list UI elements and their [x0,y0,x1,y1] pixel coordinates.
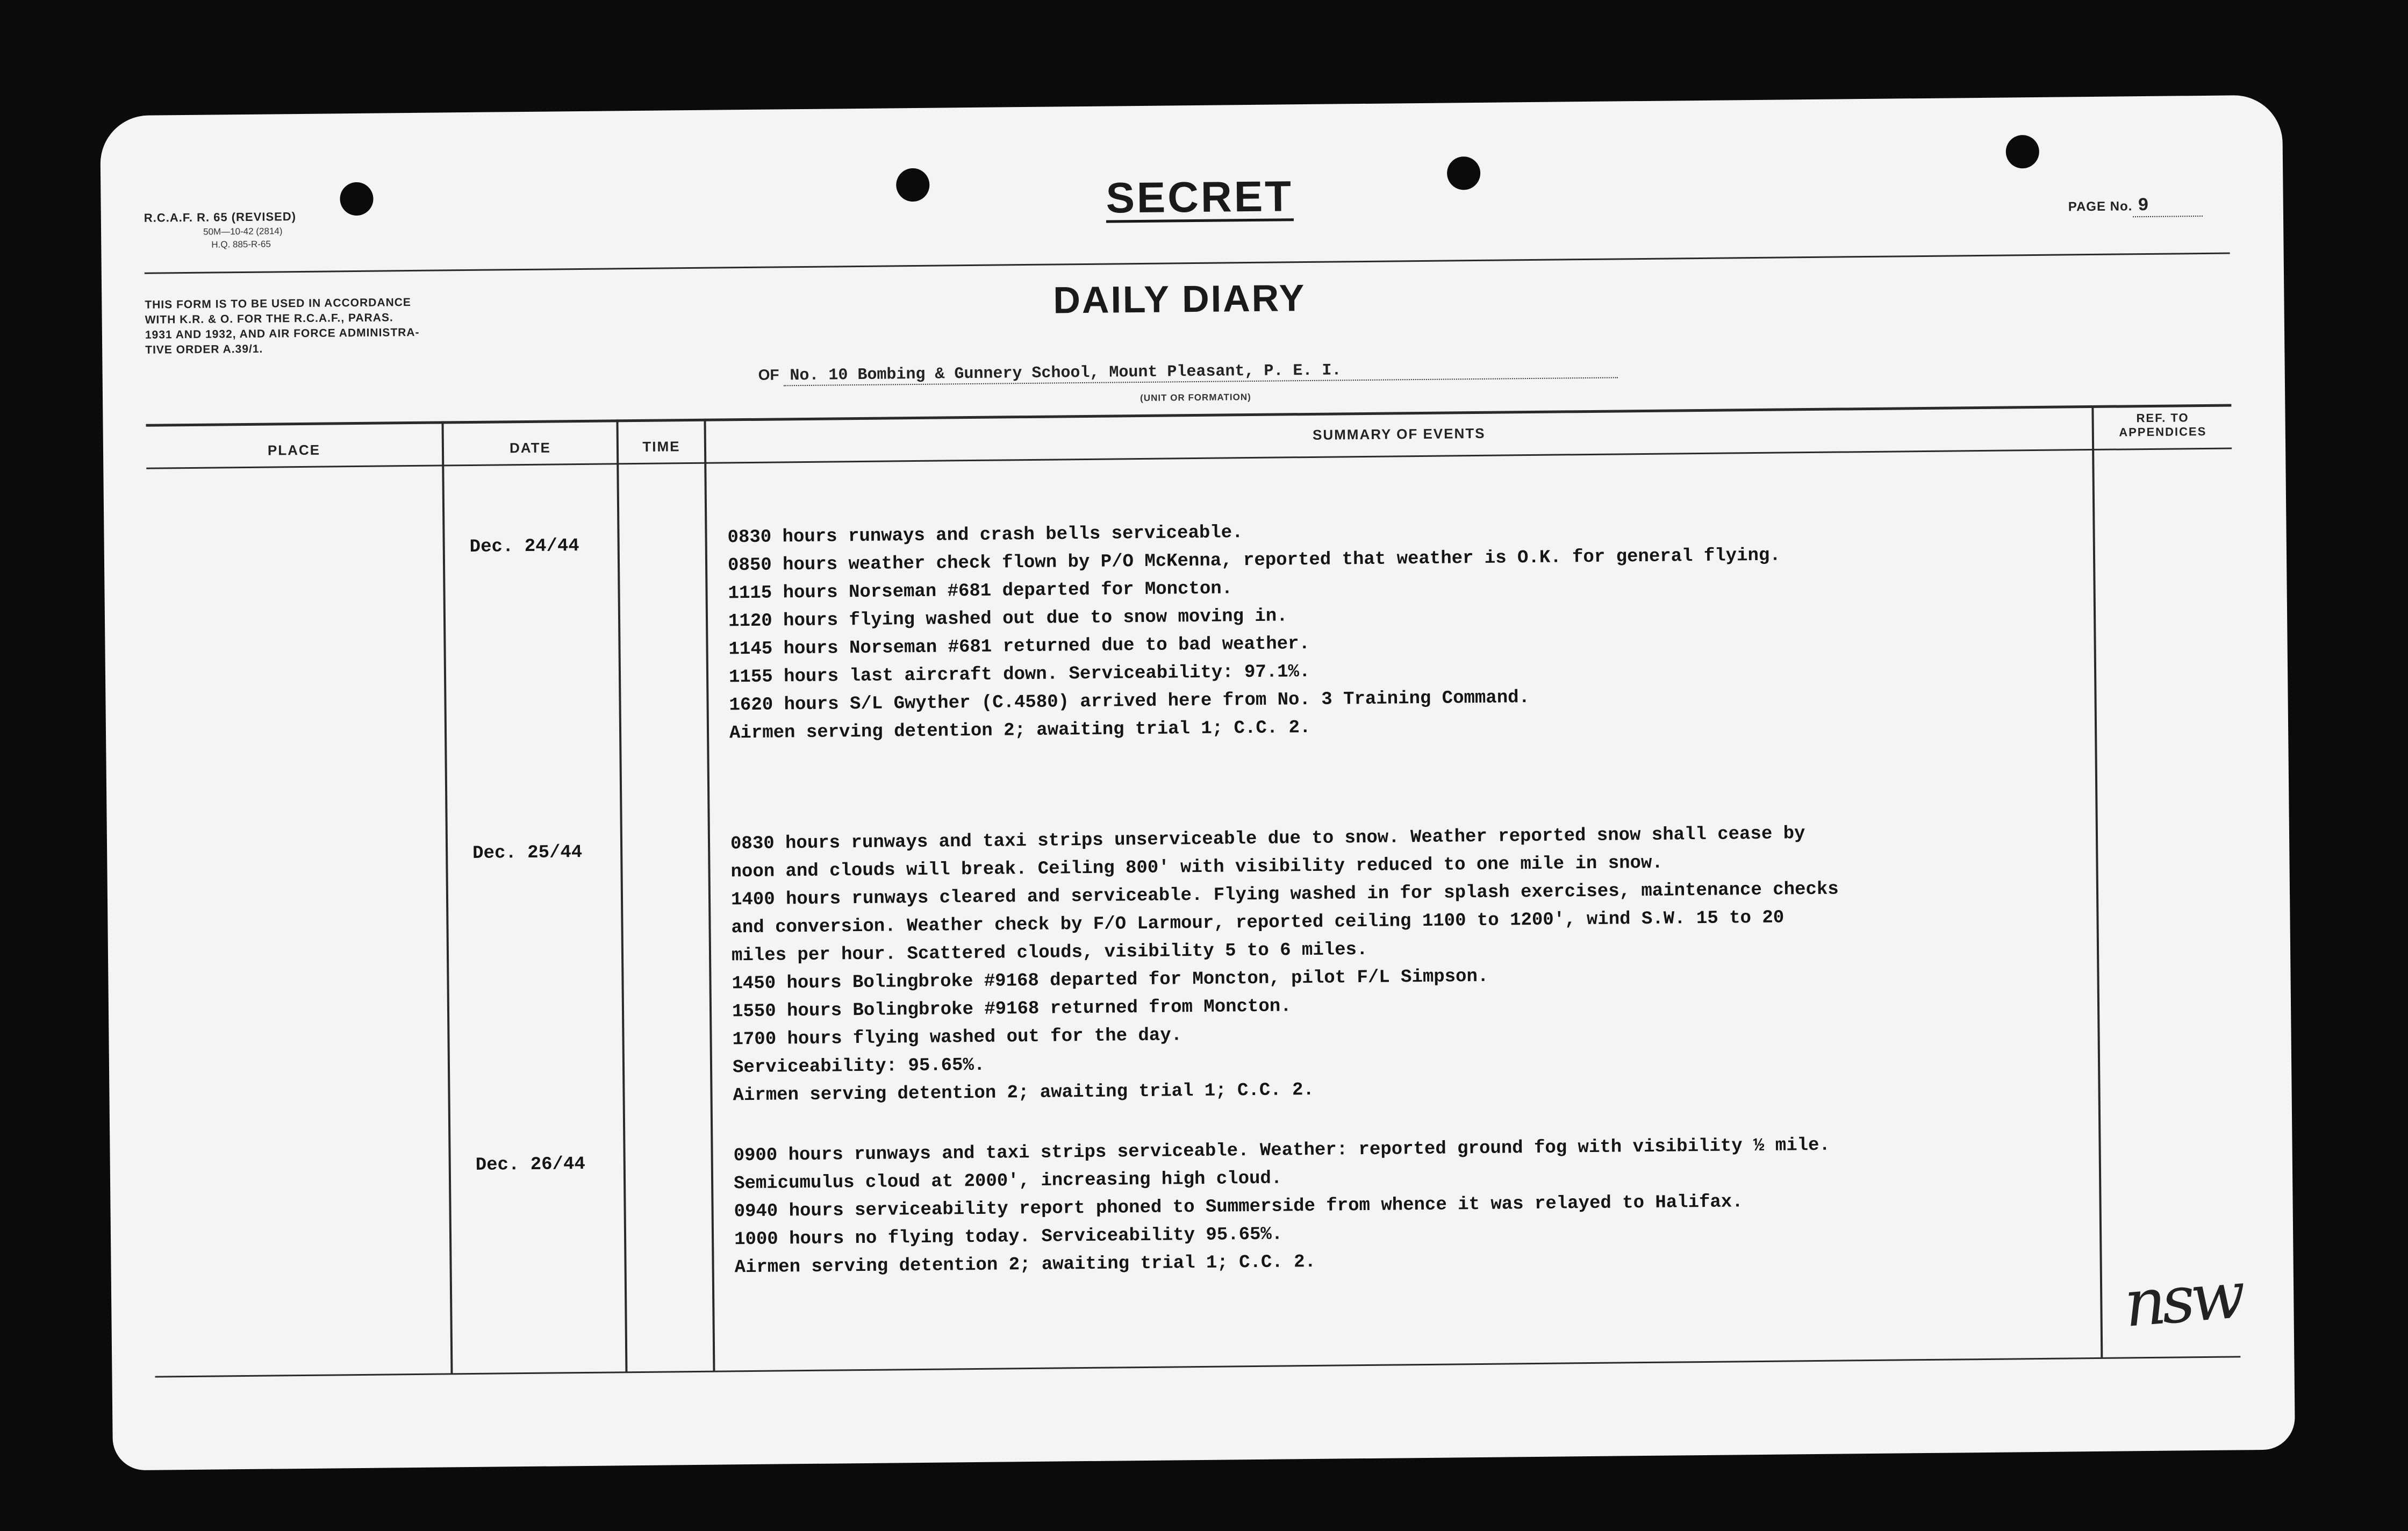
column-header-place: PLACE [267,441,321,459]
of-label: OF [758,366,779,383]
page-title: DAILY DIARY [1052,277,1306,321]
entry-summary [730,818,2045,1110]
event-line: 0850 hours weather check flown by P/O McKenna, reported that weather is O.K. for general flying. [727,545,1781,576]
event-line: 0940 hours serviceability report phoned to Summerside from whence it was relayed to Halifax. [734,1192,1743,1222]
entry-date: Dec. 24/44 [469,536,579,557]
event-line: 1700 hours flying washed out for the day. [732,1025,1182,1050]
event-line: 1620 hours S/L Gwyther (C.4580) arrived here from No. 3 Training Command. [729,688,1530,716]
event-line: 1550 hours Bolingbroke #9168 returned from Moncton. [732,996,1292,1022]
event-line: 1155 hours last aircraft down. Serviceability: 97.1%. [728,661,1310,688]
column-divider [616,419,627,1372]
form-reference: R.C.A.F. R. 65 (REVISED) [144,210,297,225]
punch-hole [340,182,374,216]
unit-field [758,358,1618,386]
column-divider [2091,405,2103,1358]
page-number-field [2068,195,2203,218]
event-line: noon and clouds will break. Ceiling 800' with visibility reduced to one mile in snow. [730,853,1663,883]
column-header-date: DATE [509,439,551,456]
instruction-line: WITH K.R. & O. FOR THE R.C.A.F., PARAS. [145,311,393,326]
event-line: 1000 hours no flying today. Serviceability 95.65%. [734,1224,1283,1250]
diary-page [100,95,2295,1471]
column-divider [441,421,453,1374]
header-rule [145,253,2230,274]
form-hq-code: H.Q. 885-R-65 [211,239,271,250]
page-number-value: 9 [2132,195,2202,217]
event-line: 0830 hours runways and taxi strips unserviceable due to snow. Weather reported snow shall cease by [730,824,1805,855]
page-label: PAGE No. [2068,199,2133,214]
punch-hole [896,168,930,202]
entry-summary [727,511,2041,747]
punch-hole [1447,156,1481,190]
handwritten-initials: nsw [2122,1258,2245,1342]
event-line: and conversion. Weather check by F/O Larmour, reported ceiling 1100 to 1200', wind S.W. 15 to 20 [731,907,1784,939]
instruction-line: THIS FORM IS TO BE USED IN ACCORDANCE [145,296,411,311]
event-line: Airmen serving detention 2; awaiting trial 1; C.C. 2. [734,1251,1316,1278]
entry-date: Dec. 26/44 [475,1154,585,1176]
event-line: 1450 hours Bolingbroke #9168 departed for Moncton, pilot F/L Simpson. [732,966,1489,995]
entry-summary [733,1129,2046,1282]
event-line: Serviceability: 95.65%. [732,1055,985,1078]
form-print-code: 50M—10-42 (2814) [203,226,283,237]
event-line: 1120 hours flying washed out due to snow moving in. [728,606,1288,632]
entry-date: Dec. 25/44 [472,842,583,864]
event-line: miles per hour. Scattered clouds, visibility 5 to 6 miles. [731,939,1368,967]
column-header-summary: SUMMARY OF EVENTS [1312,425,1486,443]
column-header-ref [2094,411,2231,440]
event-line: 0900 hours runways and taxi strips serviceable. Weather: reported ground fog with visibility ½ mile. [733,1135,1831,1167]
punch-hole [2006,135,2040,169]
ref-header-line: REF. TO [2136,411,2189,425]
event-line: Airmen serving detention 2; awaiting trial 1; C.C. 2. [733,1079,1315,1106]
event-line: 1115 hours Norseman #681 departed for Moncton. [728,578,1233,604]
unit-caption: (UNIT OR FORMATION) [1140,392,1251,403]
instruction-line: 1931 AND 1932, AND AIR FORCE ADMINISTRA- [145,326,420,341]
event-line: 1145 hours Norseman #681 returned due to bad weather. [728,633,1310,660]
classification-heading: SECRET [1106,172,1294,222]
event-line: 0830 hours runways and crash bells serviceable. [727,523,1243,548]
event-line: Airmen serving detention 2; awaiting trial 1; C.C. 2. [729,717,1311,744]
column-header-time: TIME [642,438,680,455]
ref-header-line: APPENDICES [2119,424,2207,439]
event-line: Semicumulus cloud at 2000', increasing high cloud. [733,1168,1282,1194]
instruction-line: TIVE ORDER A.39/1. [145,342,263,356]
column-divider [704,419,715,1372]
unit-value: No. 10 Bombing & Gunnery School, Mount Pleasant, P. E. I. [783,359,1617,386]
event-line: 1400 hours runways cleared and serviceable. Flying washed in for splash exercises, maintenance checks [730,879,1839,911]
table-bottom-rule [155,1356,2241,1377]
